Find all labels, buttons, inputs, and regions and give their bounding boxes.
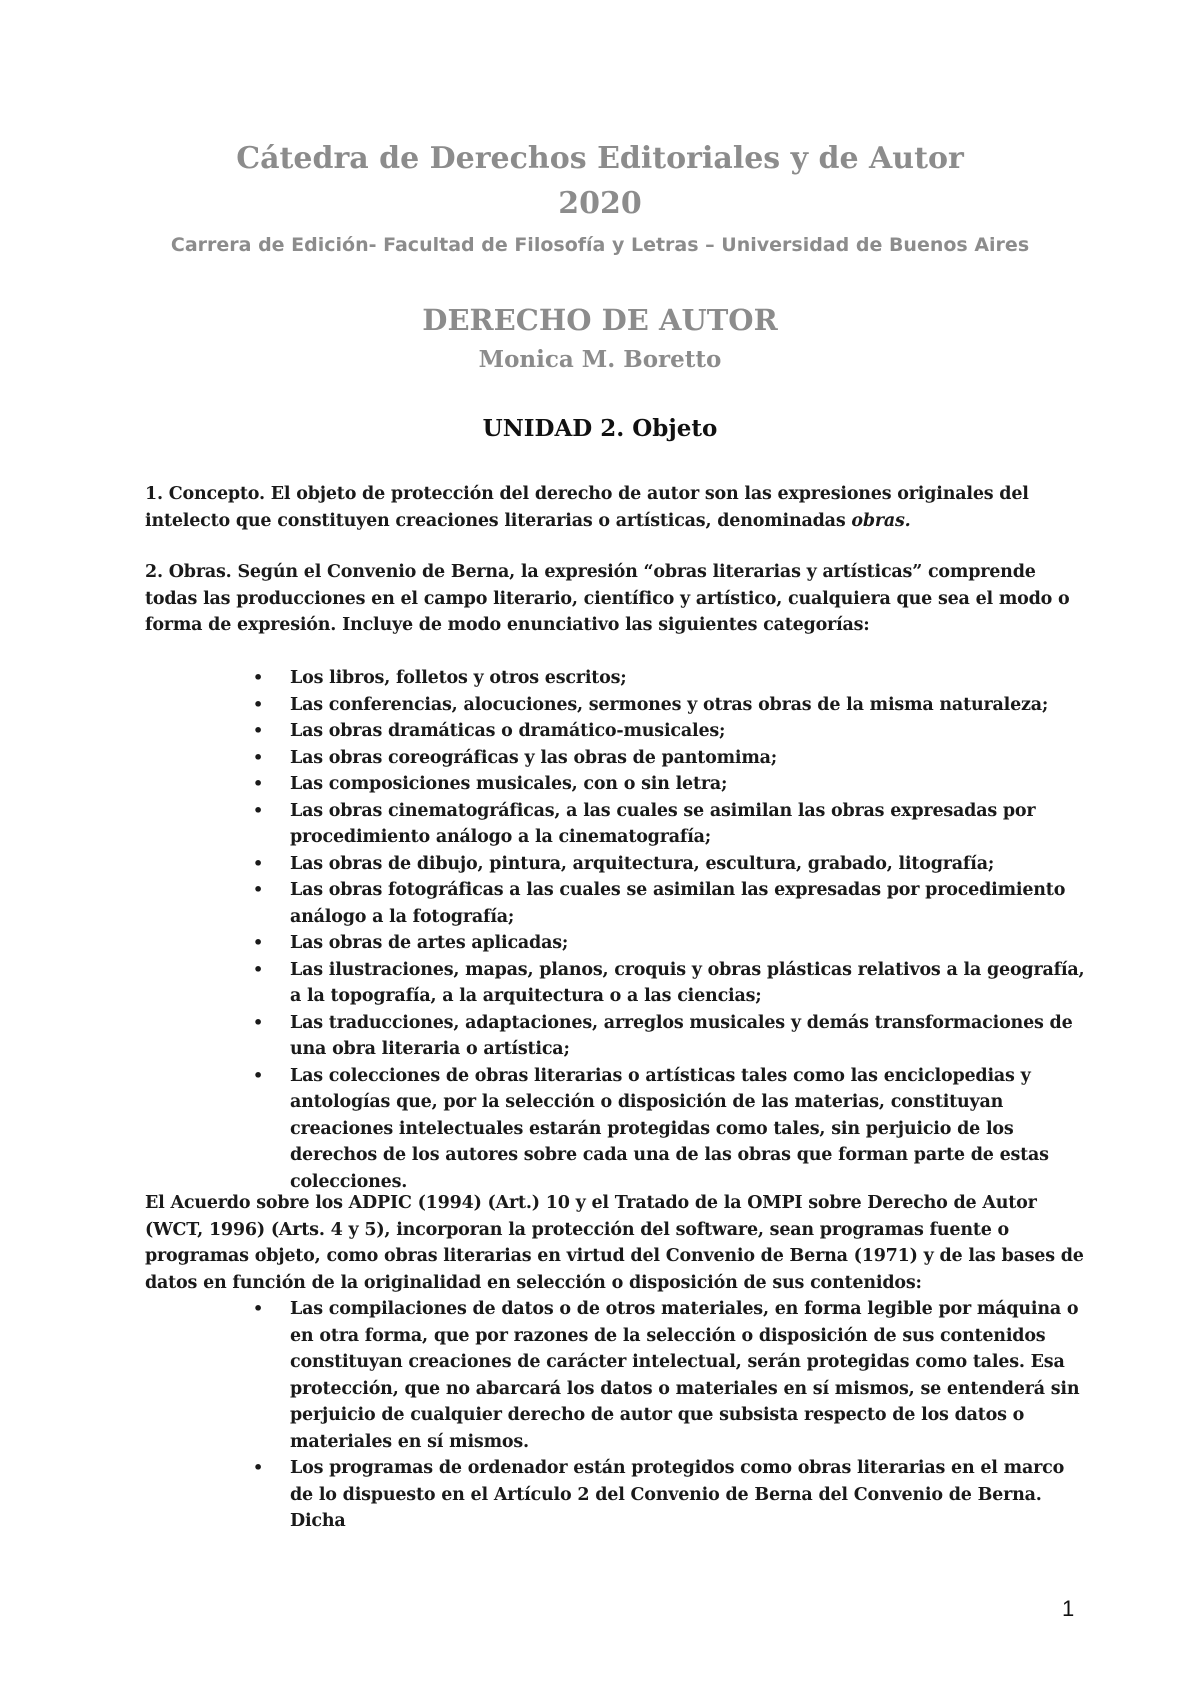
bullet-icon: • bbox=[253, 747, 264, 767]
list-item-text: Las conferencias, alocuciones, sermones y otras obras de la misma naturaleza; bbox=[290, 694, 1049, 715]
bullet-icon: • bbox=[253, 853, 264, 873]
list-item bbox=[145, 1010, 1090, 1063]
list-item bbox=[145, 745, 1090, 772]
bullet-icon: • bbox=[253, 959, 264, 979]
bullet-icon: • bbox=[253, 694, 264, 714]
obras-paragraph bbox=[145, 559, 1090, 639]
adpic-text: El Acuerdo sobre los ADPIC (1994) (Art.) 10 y el Tratado de la OMPI sobre Derecho de Autor (WCT, 1996) (Arts. 4 y 5), incorporan la protección del software, sean programas fuente o programas objeto, como obras literarias en virtud del Convenio de Berna (1971) y de las bases de datos en función de la originalidad en selección o disposición de sus contenidos: bbox=[145, 1193, 1084, 1293]
list-item bbox=[145, 877, 1090, 930]
course-subtitle: Carrera de Edición- Facultad de Filosofía y Letras – Universidad de Buenos Aires bbox=[170, 234, 1030, 256]
list-item-text: Las obras de artes aplicadas; bbox=[290, 933, 569, 953]
obras-lead: 2. Obras. bbox=[145, 562, 232, 582]
list-item-text: Los programas de ordenador están protegidos como obras literarias en el marco de lo dispuesto en el Artículo 2 del Convenio de Berna del Convenio de Berna. Dicha bbox=[290, 1458, 1065, 1531]
categories-list bbox=[145, 665, 1090, 1195]
list-item bbox=[145, 851, 1090, 878]
list-item-text: Las colecciones de obras literarias o artísticas tales como las enciclopedias y antologías que, por la selección o disposición de las materias, constituyan creaciones intelectuales estarán protegidas como tales, sin perjuicio de los derechos de los autores sobre cada una de las obras que forman parte de estas colecciones. bbox=[290, 1065, 1049, 1192]
list-item bbox=[145, 665, 1090, 692]
concept-paragraph bbox=[145, 481, 1090, 534]
concept-italic: obras. bbox=[851, 510, 911, 531]
document-title: DERECHO DE AUTOR bbox=[422, 303, 778, 337]
bullet-icon: • bbox=[253, 1012, 264, 1032]
list-item-text: Los libros, folletos y otros escritos; bbox=[290, 668, 627, 688]
page-number: 1 bbox=[1062, 1596, 1075, 1621]
bullet-icon: • bbox=[253, 721, 264, 740]
list-item bbox=[145, 930, 1090, 957]
list-item-text: Las composiciones musicales, con o sin letra; bbox=[290, 774, 728, 794]
list-item bbox=[145, 692, 1090, 719]
list-item-text: Las obras coreográficas y las obras de pantomima; bbox=[290, 747, 778, 768]
bullet-icon: • bbox=[253, 1458, 264, 1477]
bullet-icon: • bbox=[253, 800, 264, 820]
list-item-text: Las obras cinematográficas, a las cuales se asimilan las obras expresadas por procedimiento análogo a la cinematografía; bbox=[290, 800, 1036, 847]
obras-text: Según el Convenio de Berna, la expresión “obras literarias y artísticas” comprende todas las producciones en el campo literario, científico y artístico, cualquiera que sea el modo o forma de expresión. Incluye de modo enunciativo las siguientes categorías: bbox=[145, 562, 1070, 635]
course-year: 2020 bbox=[558, 186, 642, 221]
list-item-text: Las traducciones, adaptaciones, arreglos musicales y demás transformaciones de una obra literaria o artística; bbox=[290, 1012, 1073, 1059]
bullet-icon: • bbox=[253, 668, 264, 687]
list-item bbox=[145, 771, 1090, 798]
list-item-text: Las compilaciones de datos o de otros materiales, en forma legible por máquina o en otra forma, que por razones de la selección o disposición de sus contenidos constituyan creaciones de carácter intelectual, serán protegidas como tales. Esa protección, que no abarcará los datos o materiales en sí mismos, se entenderá sin perjuicio de cualquier derecho de autor que subsista respecto de los datos o materiales en sí mismos. bbox=[290, 1299, 1080, 1452]
list-item-text: Las ilustraciones, mapas, planos, croquis y obras plásticas relativos a la geografía, a la topografía, a la arquitectura o a las ciencias; bbox=[290, 959, 1085, 1006]
list-item-text: Las obras fotográficas a las cuales se asimilan las expresadas por procedimiento análogo a la fotografía; bbox=[290, 880, 1066, 927]
software-list bbox=[145, 1296, 1090, 1535]
bullet-icon: • bbox=[253, 933, 264, 952]
list-item-text: Las obras dramáticas o dramático-musicales; bbox=[290, 721, 726, 741]
course-title: Cátedra de Derechos Editoriales y de Autor bbox=[236, 141, 964, 176]
list-item bbox=[145, 1455, 1090, 1535]
list-item bbox=[145, 957, 1090, 1010]
bullet-icon: • bbox=[253, 774, 264, 793]
document-author: Monica M. Boretto bbox=[478, 346, 722, 373]
list-item bbox=[145, 798, 1090, 851]
list-item bbox=[145, 1296, 1090, 1455]
adpic-paragraph bbox=[145, 1190, 1090, 1296]
unit-heading: UNIDAD 2. Objeto bbox=[482, 415, 718, 442]
list-item-text: Las obras de dibujo, pintura, arquitectura, escultura, grabado, litografía; bbox=[290, 853, 995, 874]
list-item bbox=[145, 1063, 1090, 1196]
concept-lead: 1. Concepto. bbox=[145, 484, 265, 504]
bullet-icon: • bbox=[253, 1065, 264, 1085]
bullet-icon: • bbox=[253, 880, 264, 899]
concept-text: El objeto de protección del derecho de autor son las expresiones originales del intelecto que constituyen creaciones literarias o artísticas, denominadas bbox=[145, 484, 1029, 531]
list-item bbox=[145, 718, 1090, 745]
bullet-icon: • bbox=[253, 1299, 264, 1318]
